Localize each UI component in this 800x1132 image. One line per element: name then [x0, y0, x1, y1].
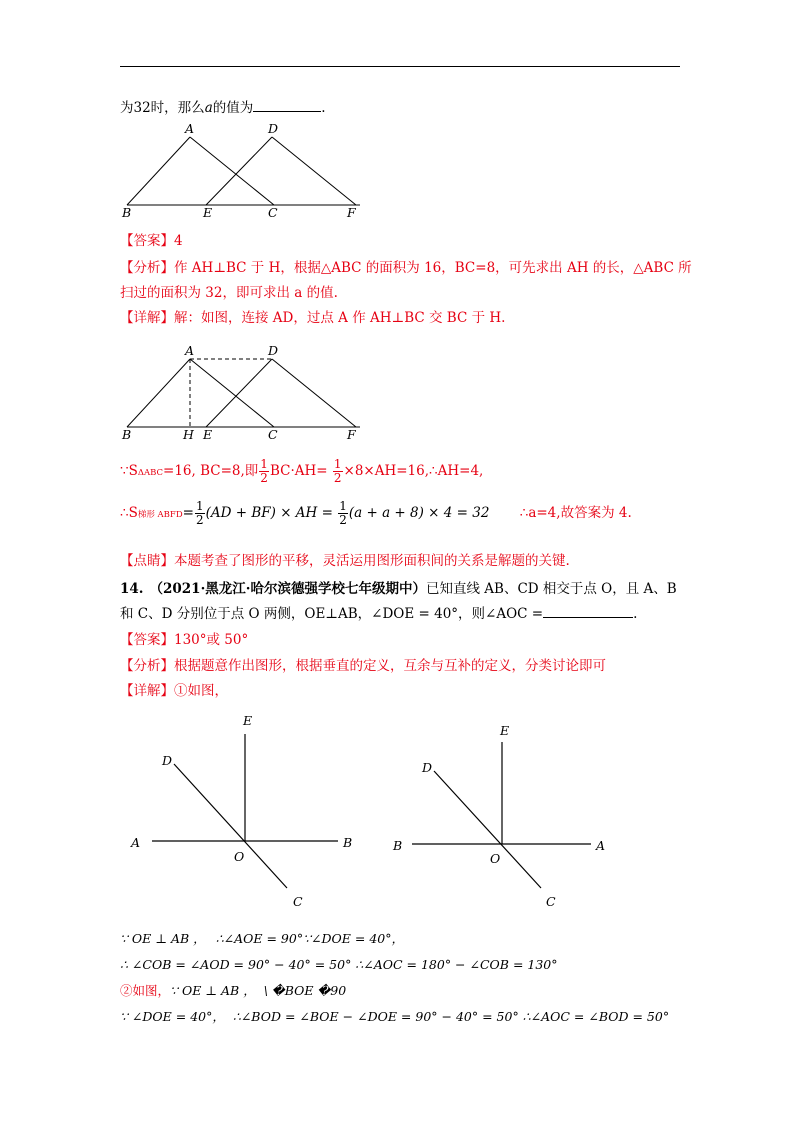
fraction-half: $\frac{1}{2}$	[195, 499, 204, 527]
calc-line2: ∴S梯形 ABFD= $\frac{1}{2}$ (AD + BF) × AH = $\frac{1}{2}$ (a + a + 8) × 4 = 32 ∴a=4,故答案为 4.	[120, 499, 632, 527]
solution-line4: ∵ ∠DOE = 40°， ∴∠BOD = ∠BOE − ∠DOE = 90° − 40° = 50° ∴∠AOC = ∠BOD = 50°	[120, 1009, 670, 1024]
analysis14: 【分析】根据题意作出图形，根据垂直的定义，互余与互补的定义，分类讨论即可	[120, 658, 606, 674]
label-C: C	[268, 205, 278, 220]
calc-line1: ∵SΔABC=16, BC=8,即 $\frac{1}{2}$ BC·AH= $\frac{1}{2}$ ×8×AH=16,∴AH=4,	[120, 457, 484, 485]
label-H: H	[183, 427, 194, 442]
label-B: B	[393, 838, 403, 853]
label-E: E	[203, 205, 213, 220]
detail13: 【详解】解：如图，连接 AD，过点 A 作 AH⊥BC 交 BC 于 H.	[120, 310, 506, 326]
question14-line2: 和 C、D 分别位于点 O 两侧，OE⊥AB，∠DOE = 40°，则∠AOC = .	[120, 606, 638, 622]
label-O: O	[490, 851, 501, 866]
label-C: C	[268, 427, 278, 442]
label-E: E	[500, 723, 510, 738]
label-A: A	[185, 343, 195, 358]
label-B: B	[122, 205, 132, 220]
label-D: D	[162, 753, 173, 768]
label-D: D	[268, 121, 279, 136]
fraction-half: $\frac{1}{2}$	[339, 499, 347, 527]
analysis13-line2: 扫过的面积为 32，即可求出 a 的值.	[120, 285, 338, 301]
label-F: F	[347, 205, 356, 220]
label-A: A	[596, 838, 606, 853]
label-E: E	[203, 427, 213, 442]
solution-line3: ②如图，∵ OE ⊥ AB ， \ �BOE �90	[120, 983, 347, 998]
label-E: E	[243, 713, 253, 728]
question14-line1: 14. （2021·黑龙江·哈尔滨德强学校七年级期中）已知直线 AB、CD 相交于点 O，且 A、B	[120, 581, 677, 597]
label-B: B	[122, 427, 132, 442]
label-B: B	[343, 835, 353, 850]
solution-line1: ∵ OE ⊥ AB ， ∴∠AOE = 90°∵∠DOE = 40°，	[120, 931, 404, 946]
answer13: 【答案】4	[120, 233, 183, 249]
label-D: D	[422, 760, 433, 775]
comment13: 【点睛】本题考查了图形的平移，灵活运用图形面积间的关系是解题的关键.	[120, 553, 570, 569]
label-F: F	[347, 427, 356, 442]
label-A: A	[131, 835, 141, 850]
label-C: C	[293, 894, 303, 909]
detail14: 【详解】①如图，	[120, 683, 228, 699]
solution-line2: ∴ ∠COB = ∠AOD = 90° − 40° = 50° ∴∠AOC = 180° − ∠COB = 130°	[120, 957, 558, 972]
question13-tail: 为32时，那么a的值为 .	[120, 100, 326, 116]
label-D: D	[268, 343, 279, 358]
fraction-half: $\frac{1}{2}$	[333, 457, 342, 485]
fraction-half: $\frac{1}{2}$	[260, 457, 268, 485]
label-C: C	[546, 894, 556, 909]
analysis13-line1: 【分析】作 AH⊥BC 于 H，根据△ABC 的面积为 16，BC=8，可先求出 AH 的长，△ABC 所	[120, 260, 692, 276]
label-A: A	[185, 121, 195, 136]
answer14: 【答案】130°或 50°	[120, 632, 249, 648]
label-O: O	[234, 849, 245, 864]
